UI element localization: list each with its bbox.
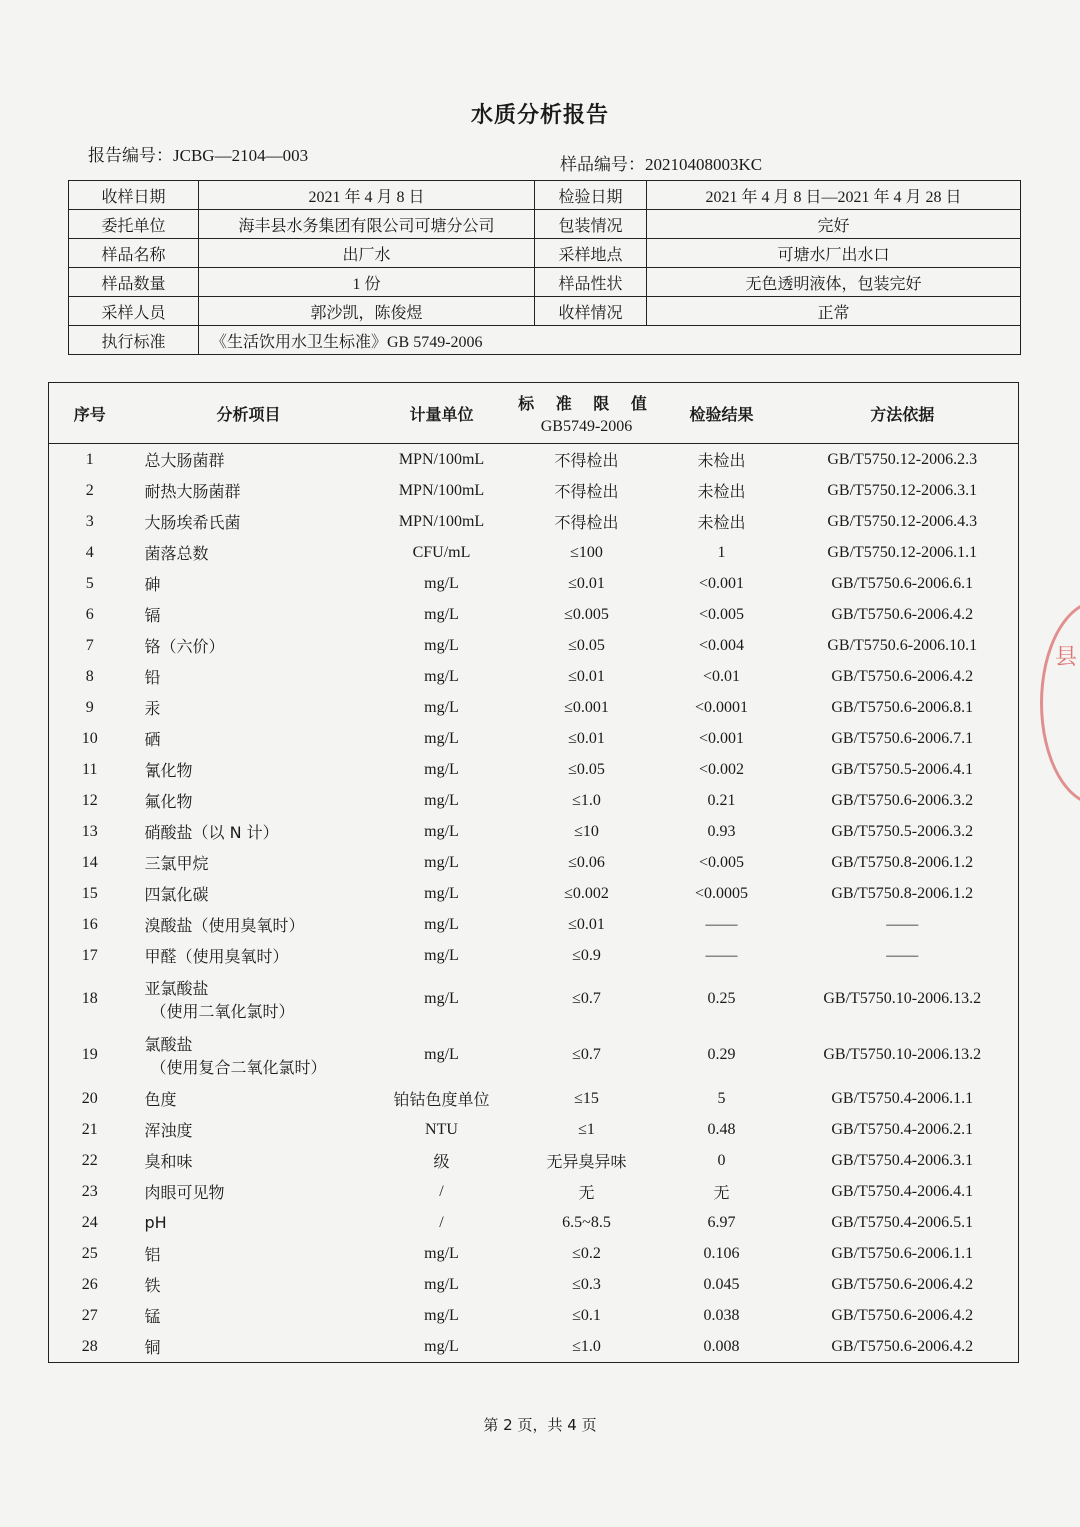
qty-value: 1 份 [199, 268, 535, 297]
table-row [49, 1027, 1019, 1083]
row-item-text: 砷 [144, 575, 161, 594]
test-date-label: 检验日期 [535, 181, 647, 210]
row-no: 19 [81, 1046, 98, 1063]
row-result: 未检出 [697, 484, 746, 501]
info-row [69, 210, 1021, 239]
row-unit: / [439, 1182, 444, 1200]
table-row [49, 878, 1019, 909]
row-item-text: 浑浊度 [144, 1121, 193, 1140]
info-row [69, 268, 1021, 297]
limit-header-text: 标 准 限 值 [518, 393, 655, 413]
row-unit: mg/L [424, 605, 459, 623]
info-row [69, 326, 1021, 355]
table-row [49, 444, 1019, 476]
row-limit: ≤0.01 [568, 729, 605, 747]
col-header-method: 方法依据 [787, 383, 1019, 444]
row-result: 5 [717, 1089, 726, 1107]
row-item-text: 三氯甲烷 [144, 854, 209, 873]
row-item-text: 汞 [144, 699, 161, 718]
row-item [131, 1083, 367, 1114]
nature-label: 样品性状 [535, 268, 647, 297]
results-table [48, 382, 1019, 1363]
row-item-text: 菌落总数 [144, 544, 209, 563]
recv-state-value: 正常 [647, 297, 1021, 326]
row-item [131, 754, 367, 785]
row-unit: NTU [425, 1120, 458, 1138]
row-limit: ≤0.005 [564, 605, 609, 623]
standard-value: 《生活饮用水卫生标准》GB 5749-2006 [199, 326, 1021, 355]
row-item-text: 氯酸盐 [144, 1035, 193, 1054]
table-row [49, 1331, 1019, 1363]
sample-number-label: 样品编号： [560, 155, 645, 175]
row-unit: mg/L [424, 791, 459, 809]
row-limit: 不得检出 [554, 484, 619, 501]
results-body [49, 444, 1019, 1363]
row-limit: 不得检出 [554, 515, 619, 532]
col-header-unit: 计量单位 [367, 383, 517, 444]
row-item-text: 硝酸盐（以 N 计） [144, 823, 279, 842]
row-no: 17 [81, 946, 98, 964]
row-limit: ≤0.002 [564, 884, 609, 902]
site-label: 采样地点 [535, 239, 647, 268]
row-item [131, 1269, 367, 1300]
row-no: 10 [81, 729, 98, 747]
row-item [131, 1238, 367, 1269]
row-no: 28 [81, 1337, 98, 1355]
row-no: 15 [81, 884, 98, 902]
row-result: <0.01 [702, 667, 741, 685]
row-item-text: 铁 [144, 1276, 161, 1295]
row-result: 未检出 [697, 453, 746, 470]
sample-number [560, 150, 762, 175]
row-unit: / [439, 1213, 444, 1231]
row-item [131, 971, 367, 1027]
row-item [131, 1027, 367, 1083]
row-item [131, 1145, 367, 1176]
row-unit: mg/L [424, 1275, 459, 1293]
row-item [131, 661, 367, 692]
row-method: GB/T5750.8-2006.1.2 [831, 884, 974, 902]
row-no: 23 [81, 1182, 98, 1200]
row-unit: mg/L [424, 760, 459, 778]
table-row [49, 1269, 1019, 1300]
row-item [131, 1207, 367, 1238]
row-no: 3 [85, 512, 94, 530]
table-row [49, 630, 1019, 661]
row-method: GB/T5750.12-2006.2.3 [827, 450, 978, 468]
row-item-text: pH [144, 1213, 167, 1232]
row-limit: ≤0.7 [572, 990, 601, 1007]
row-no: 26 [81, 1275, 98, 1293]
col-header-result: 检验结果 [657, 383, 787, 444]
document-title: 水质分析报告 [470, 103, 609, 128]
row-limit: ≤0.05 [568, 636, 605, 654]
row-limit: 无异臭异味 [546, 1154, 627, 1171]
row-result: 未检出 [697, 515, 746, 532]
row-method: —— [886, 946, 919, 964]
row-method: GB/T5750.6-2006.4.2 [831, 1337, 974, 1355]
row-unit: mg/L [424, 698, 459, 716]
row-item [131, 785, 367, 816]
row-item-text: 铜 [144, 1338, 161, 1357]
row-unit: mg/L [424, 822, 459, 840]
row-method: GB/T5750.6-2006.8.1 [831, 698, 974, 716]
row-no: 25 [81, 1244, 98, 1262]
row-result: <0.004 [698, 636, 745, 654]
sampler-label: 采样人员 [69, 297, 199, 326]
sample-info-table [68, 180, 1021, 355]
row-result: 0.008 [703, 1337, 740, 1355]
table-row [49, 506, 1019, 537]
row-method: GB/T5750.5-2006.3.2 [831, 822, 974, 840]
row-method: GB/T5750.6-2006.6.1 [831, 574, 974, 592]
row-method: GB/T5750.6-2006.10.1 [827, 636, 978, 654]
row-no: 13 [81, 822, 98, 840]
row-item [131, 537, 367, 568]
row-method: GB/T5750.6-2006.4.2 [831, 605, 974, 623]
row-no: 7 [85, 636, 94, 654]
row-limit: ≤0.05 [568, 760, 605, 778]
row-item [131, 1331, 367, 1363]
row-result: 无 [713, 1185, 730, 1202]
table-row [49, 475, 1019, 506]
row-no: 9 [85, 698, 94, 716]
table-row [49, 1300, 1019, 1331]
row-method: GB/T5750.10-2006.13.2 [823, 990, 982, 1007]
row-item [131, 1176, 367, 1207]
row-item [131, 723, 367, 754]
row-limit: ≤100 [570, 543, 603, 561]
row-no: 12 [81, 791, 98, 809]
row-no: 21 [81, 1120, 98, 1138]
row-method: GB/T5750.4-2006.2.1 [831, 1120, 974, 1138]
table-header-row [49, 383, 1019, 444]
row-result: 0.48 [707, 1120, 736, 1138]
row-no: 18 [81, 990, 98, 1007]
row-method: GB/T5750.6-2006.4.2 [831, 1275, 974, 1293]
test-date-value: 2021 年 4 月 8 日—2021 年 4 月 28 日 [647, 181, 1021, 210]
col-header-no: 序号 [49, 383, 131, 444]
row-no: 24 [81, 1213, 98, 1231]
row-result: 0.045 [703, 1275, 740, 1293]
row-result: <0.001 [698, 729, 745, 747]
row-method: GB/T5750.8-2006.1.2 [831, 853, 974, 871]
sample-name-value: 出厂水 [199, 239, 535, 268]
row-item-text: 铝 [144, 1245, 161, 1264]
row-result: —— [705, 946, 738, 964]
row-unit: MPN/100mL [398, 512, 485, 530]
row-item [131, 847, 367, 878]
row-unit: MPN/100mL [398, 481, 485, 499]
row-limit: ≤15 [574, 1089, 599, 1107]
table-row [49, 971, 1019, 1027]
row-result: <0.005 [698, 605, 745, 623]
row-item [131, 506, 367, 537]
report-number-label: 报告编号： [88, 146, 173, 166]
row-method: GB/T5750.4-2006.4.1 [831, 1182, 974, 1200]
row-limit: 6.5~8.5 [562, 1213, 611, 1231]
row-limit: ≤0.06 [568, 853, 605, 871]
standard-label: 执行标准 [69, 326, 199, 355]
row-unit: mg/L [424, 636, 459, 654]
row-item-text: 铅 [144, 668, 161, 687]
row-item [131, 475, 367, 506]
row-unit: mg/L [424, 990, 459, 1007]
row-item-text: 氰化物 [144, 761, 193, 780]
client-label: 委托单位 [69, 210, 199, 239]
row-item-text: 镉 [144, 606, 161, 625]
row-limit: ≤1 [578, 1120, 595, 1138]
row-unit: mg/L [424, 915, 459, 933]
row-limit: ≤0.3 [572, 1275, 601, 1293]
row-limit: ≤1.0 [572, 1337, 601, 1355]
row-no: 4 [85, 543, 94, 561]
row-result: 6.97 [707, 1213, 736, 1231]
row-limit: ≤0.7 [572, 1046, 601, 1063]
row-method: GB/T5750.6-2006.4.2 [831, 667, 974, 685]
row-item-text: 亚氯酸盐 [144, 979, 209, 998]
seal-text: 县 [1055, 645, 1078, 670]
row-method: GB/T5750.4-2006.3.1 [831, 1151, 974, 1169]
row-result: 1 [717, 543, 726, 561]
report-number-value: JCBG—2104—003 [173, 146, 309, 165]
row-result: <0.0005 [694, 884, 749, 902]
row-item [131, 568, 367, 599]
sampler-value: 郭沙凯，陈俊煜 [199, 297, 535, 326]
row-method: GB/T5750.12-2006.1.1 [827, 543, 978, 561]
row-no: 11 [82, 760, 98, 778]
row-limit: ≤0.1 [572, 1306, 601, 1324]
report-number [88, 141, 308, 166]
row-method: —— [886, 915, 919, 933]
table-row [49, 723, 1019, 754]
table-row [49, 692, 1019, 723]
table-row [49, 940, 1019, 971]
row-item [131, 692, 367, 723]
row-result: 0 [717, 1151, 726, 1169]
table-row [49, 847, 1019, 878]
row-method: GB/T5750.10-2006.13.2 [823, 1046, 982, 1063]
limit-header-standard: GB5749-2006 [540, 417, 633, 435]
row-unit: MPN/100mL [398, 450, 485, 468]
row-unit: mg/L [424, 1337, 459, 1355]
row-item [131, 444, 367, 476]
package-value: 完好 [647, 210, 1021, 239]
row-item [131, 599, 367, 630]
red-seal-stamp [1040, 600, 1080, 806]
page-footer: 第 2 页，共 4 页 [483, 1416, 597, 1434]
col-header-item: 分析项目 [131, 383, 367, 444]
sample-name-label: 样品名称 [69, 239, 199, 268]
col-header-limit [517, 383, 657, 444]
client-value: 海丰县水务集团有限公司可塘分公司 [199, 210, 535, 239]
qty-label: 样品数量 [69, 268, 199, 297]
row-method: GB/T5750.6-2006.7.1 [831, 729, 974, 747]
row-unit: mg/L [424, 853, 459, 871]
row-no: 14 [81, 853, 98, 871]
row-unit: mg/L [424, 667, 459, 685]
table-row [49, 568, 1019, 599]
row-result: 0.25 [707, 990, 736, 1007]
row-item [131, 878, 367, 909]
row-no: 20 [81, 1089, 98, 1107]
row-result: 0.21 [707, 791, 736, 809]
row-unit: mg/L [424, 1046, 459, 1063]
row-no: 5 [85, 574, 94, 592]
row-item-text: 氟化物 [144, 792, 193, 811]
row-result: <0.002 [698, 760, 745, 778]
row-item-text: 耐热大肠菌群 [144, 482, 241, 501]
info-row [69, 297, 1021, 326]
row-unit: mg/L [424, 1244, 459, 1262]
row-limit: ≤0.001 [564, 698, 609, 716]
row-method: GB/T5750.12-2006.3.1 [827, 481, 978, 499]
row-method: GB/T5750.12-2006.4.3 [827, 512, 978, 530]
table-row [49, 1145, 1019, 1176]
row-item [131, 630, 367, 661]
row-unit: CFU/mL [412, 543, 471, 561]
recv-date-label: 收样日期 [69, 181, 199, 210]
row-item-text: 臭和味 [144, 1152, 193, 1171]
row-result: 0.93 [707, 822, 736, 840]
row-unit: mg/L [424, 1306, 459, 1324]
table-row [49, 661, 1019, 692]
table-row [49, 816, 1019, 847]
row-item-text: 甲醛（使用臭氧时） [144, 947, 289, 966]
table-row [49, 1176, 1019, 1207]
row-result: <0.0001 [694, 698, 749, 716]
row-limit: ≤1.0 [572, 791, 601, 809]
table-row [49, 1114, 1019, 1145]
table-row [49, 599, 1019, 630]
row-result: <0.005 [698, 853, 745, 871]
info-row [69, 181, 1021, 210]
row-item [131, 940, 367, 971]
row-no: 2 [85, 481, 94, 499]
row-item-text: 溴酸盐（使用臭氧时） [144, 916, 305, 935]
row-item-text: 四氯化碳 [144, 885, 209, 904]
row-item-text: 铬（六价） [144, 637, 225, 656]
row-unit: 铂钴色度单位 [393, 1092, 490, 1109]
row-no: 16 [81, 915, 98, 933]
row-method: GB/T5750.5-2006.4.1 [831, 760, 974, 778]
table-row [49, 754, 1019, 785]
row-method: GB/T5750.4-2006.1.1 [831, 1089, 974, 1107]
row-unit: mg/L [424, 729, 459, 747]
nature-value: 无色透明液体，包装完好 [647, 268, 1021, 297]
row-item-text: 色度 [144, 1090, 177, 1109]
row-no: 6 [85, 605, 94, 623]
row-limit: ≤10 [574, 822, 599, 840]
row-no: 1 [85, 450, 94, 468]
row-item-text: 硒 [144, 730, 161, 749]
recv-date-value: 2021 年 4 月 8 日 [199, 181, 535, 210]
table-row [49, 1207, 1019, 1238]
row-unit: mg/L [424, 884, 459, 902]
row-unit: 级 [433, 1154, 450, 1171]
row-limit: ≤0.01 [568, 915, 605, 933]
row-item [131, 1114, 367, 1145]
row-limit: 不得检出 [554, 453, 619, 470]
row-unit: mg/L [424, 574, 459, 592]
row-no: 22 [81, 1151, 98, 1169]
row-method: GB/T5750.4-2006.5.1 [831, 1213, 974, 1231]
table-row [49, 537, 1019, 568]
row-result: 0.106 [703, 1244, 740, 1262]
info-row [69, 239, 1021, 268]
recv-state-label: 收样情况 [535, 297, 647, 326]
row-item [131, 909, 367, 940]
site-value: 可塘水厂出水口 [647, 239, 1021, 268]
row-method: GB/T5750.6-2006.4.2 [831, 1306, 974, 1324]
row-item-text: 总大肠菌群 [144, 451, 225, 470]
row-item-note: （使用复合二氧化氯时） [150, 1058, 327, 1077]
row-limit: ≤0.01 [568, 667, 605, 685]
row-result: 0.29 [707, 1046, 736, 1063]
row-item [131, 816, 367, 847]
row-item-text: 大肠埃希氏菌 [144, 513, 241, 532]
row-result: —— [705, 915, 738, 933]
row-item-text: 肉眼可见物 [144, 1183, 225, 1202]
row-item-note: （使用二氧化氯时） [150, 1002, 295, 1021]
table-row [49, 909, 1019, 940]
table-row [49, 785, 1019, 816]
table-row [49, 1238, 1019, 1269]
row-no: 8 [85, 667, 94, 685]
row-limit: ≤0.9 [572, 946, 601, 964]
row-method: GB/T5750.6-2006.1.1 [831, 1244, 974, 1262]
row-limit: ≤0.2 [572, 1244, 601, 1262]
sample-number-value: 20210408003KC [645, 155, 763, 174]
row-limit: 无 [578, 1185, 595, 1202]
table-row [49, 1083, 1019, 1114]
row-result: <0.001 [698, 574, 745, 592]
row-result: 0.038 [703, 1306, 740, 1324]
row-unit: mg/L [424, 946, 459, 964]
row-item [131, 1300, 367, 1331]
row-no: 27 [81, 1306, 98, 1324]
row-limit: ≤0.01 [568, 574, 605, 592]
row-method: GB/T5750.6-2006.3.2 [831, 791, 974, 809]
row-item-text: 锰 [144, 1307, 161, 1326]
package-label: 包装情况 [535, 210, 647, 239]
